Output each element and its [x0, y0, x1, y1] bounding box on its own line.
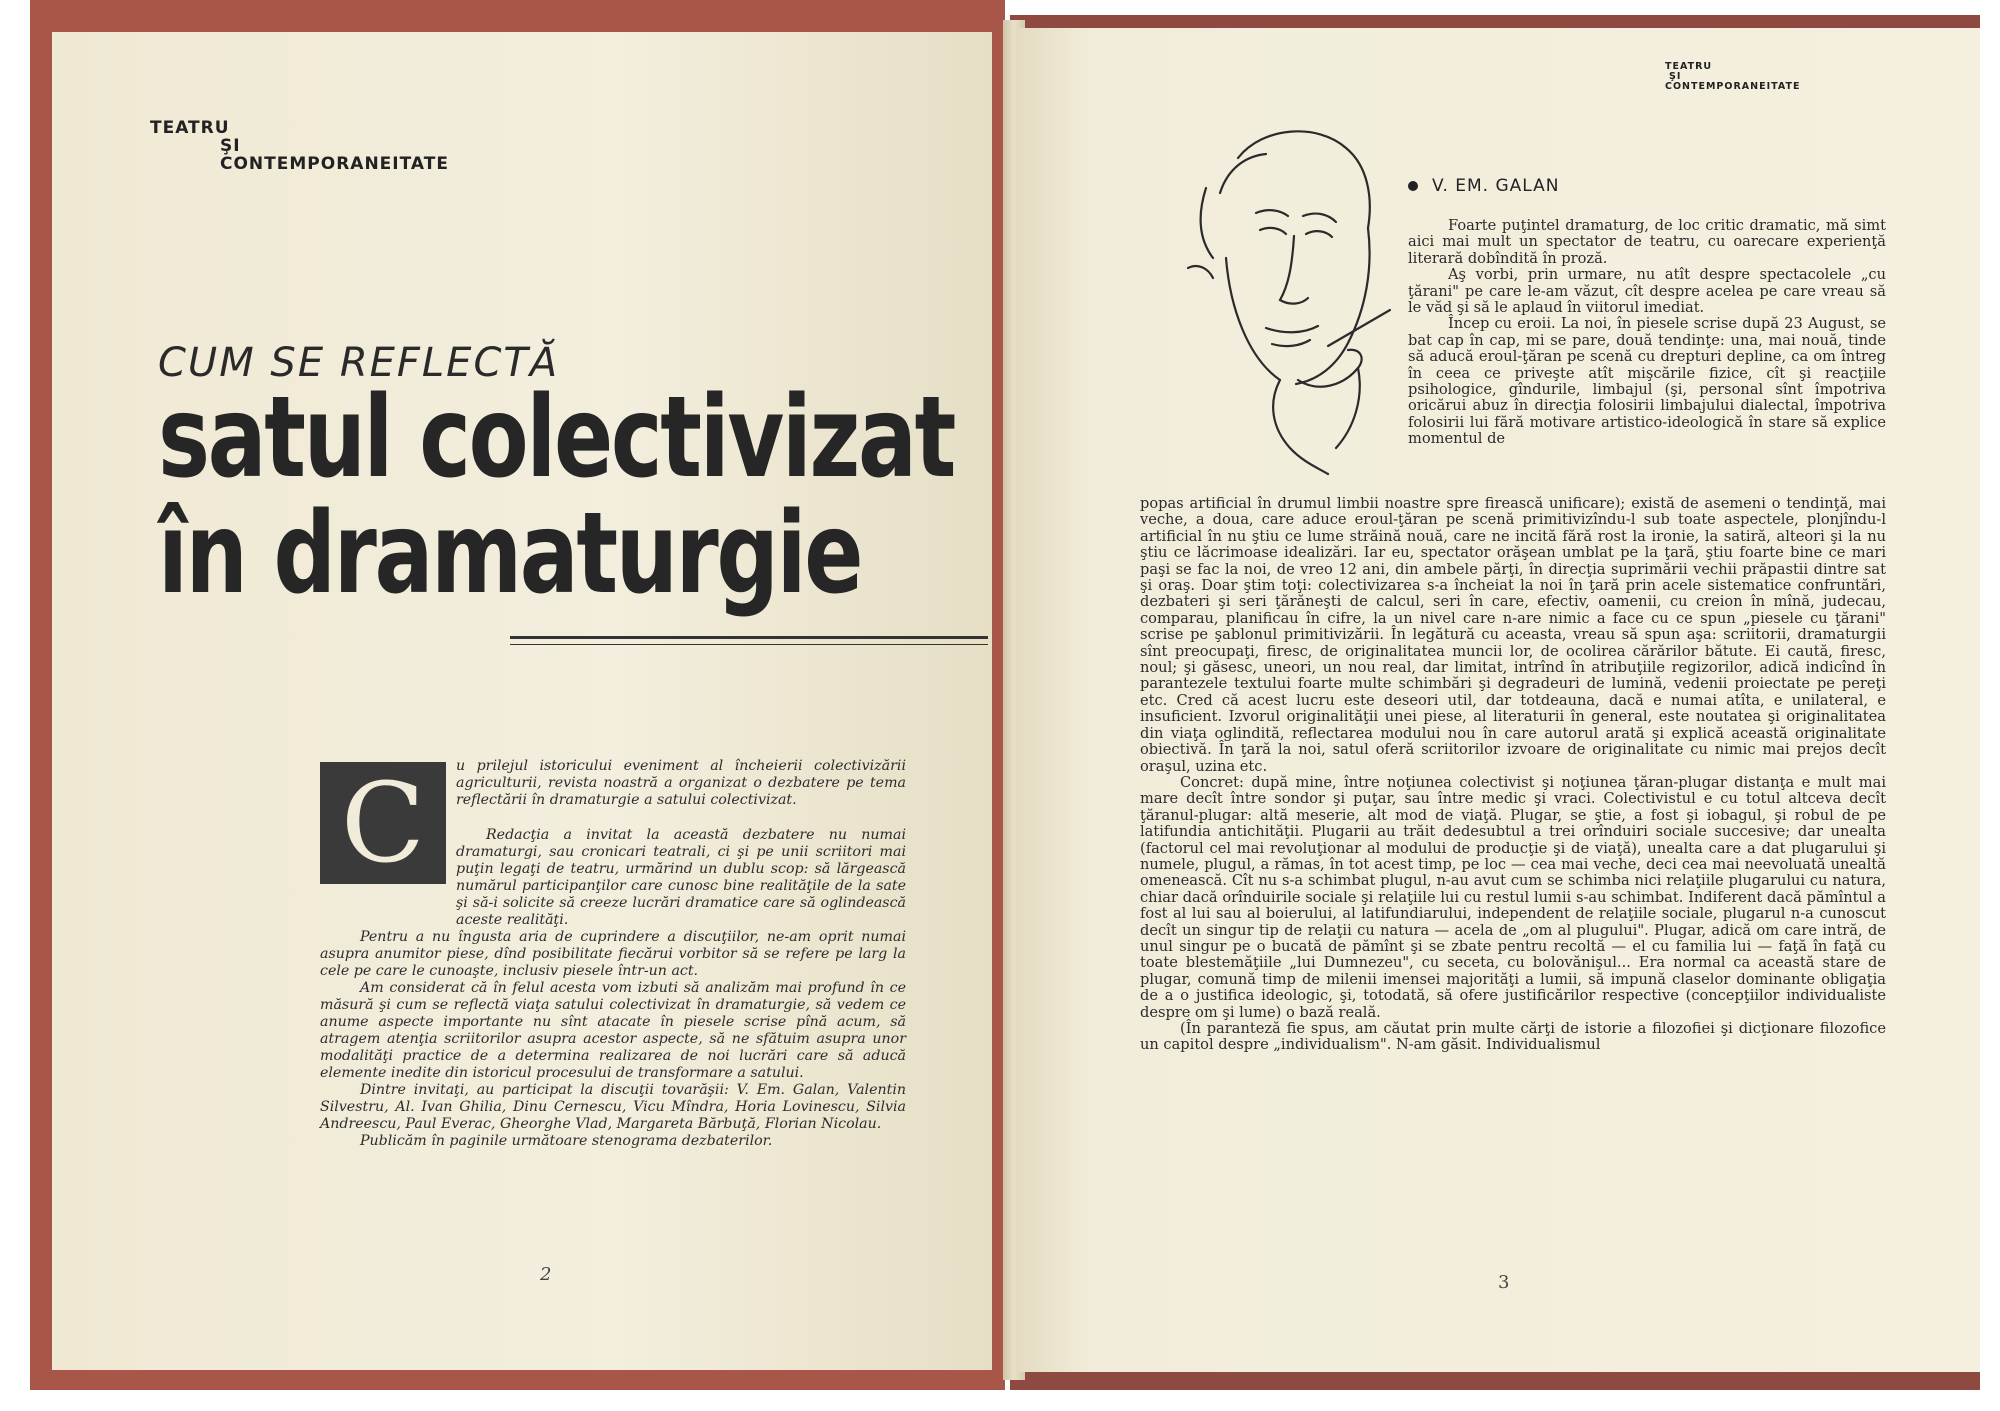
- drop-cap: C: [320, 762, 446, 884]
- left-page-number: 2: [540, 1264, 552, 1285]
- title-line-3: în dramaturgie: [158, 489, 862, 619]
- title-rule-top: [510, 636, 988, 639]
- intro-paragraph-3: Pentru a nu îngusta aria de cuprindere a discuţiilor, ne-am oprit numai asupra anumitor piese, dînd posibilitate fiecărui vorbitor să se refere pe larg la cele pe care le cunoaşte, inclusiv piesele într-un act.: [320, 929, 906, 979]
- section-word-1: TEATRU: [1665, 61, 1713, 72]
- author-name: V. EM. GALAN: [1432, 176, 1560, 196]
- article-paragraph-2: Aş vorbi, prin urmare, nu atît despre spectacolele „cu ţărani" pe care le-am văzut, cît despre acelea pe care vreau să le văd şi să le aplaud în viitorul imediat.: [1408, 266, 1886, 317]
- left-page: [52, 32, 992, 1370]
- section-word-2: ŞI: [220, 135, 241, 156]
- bullet-dot: [1408, 181, 1418, 191]
- section-word-3: CONTEMPORANEITATE: [220, 153, 449, 174]
- right-page-number: 3: [1498, 1272, 1510, 1293]
- article-paragraph-3: Încep cu eroii. La noi, în piesele scrise după 23 August, se bat cap în cap, mi se pare, două tendinţe: una, mai nouă, tinde să aducă eroul-ţăran pe scenă cu drepturi depline, ca om întreg în ceea ce priveşte atît mişcările fizice, cît şi reacţiile psihologice, gîndurile, limbajul (şi, personal sînt împotriva oricărui abuz în direcţia folosirii limbajului dialectal, împotriva folosirii lui fără motivare artistico-ideologică în stare să explice momentul de: [1408, 315, 1886, 448]
- right-section-header: [1665, 62, 1800, 92]
- author-heading: [1408, 176, 1559, 196]
- title-line-1: CUM SE REFLECTĂ: [158, 340, 560, 386]
- intro-paragraph-5: Dintre invitaţi, au participat la discuţii tovarăşii: V. Em. Galan, Valentin Silvestru, Al. Ivan Ghilia, Dinu Cernescu, Vicu Mîndra, Horia Lovinescu, Silvia Andreescu, Paul Everac, Gheorghe Vlad, Margareta Bărbuţă, Florian Nicolau.: [320, 1082, 906, 1132]
- intro-body: [320, 827, 906, 1150]
- intro-paragraph-4: Am considerat că în felul acesta vom izbuti să analizăm mai profund în ce măsură şi cum se reflectă viaţa satului colectivizat în dramaturgie, să vedem ce anume aspecte importante nu sînt atacate în piesele scrise pînă acum, să atragem atenţia scriitorilor asupra acestor aspecte, să ne sfătuim asupra unor modalităţi practice de a determina realizarea de noi lucrări care să aducă elemente inedite din istoricul procesului de transformare a satului.: [320, 980, 906, 1081]
- article-paragraph-6: (În paranteză fie spus, am căutat prin multe cărţi de istorie a filozofiei şi dicţionare filozofice un capitol despre „individualism". N-am găsit. Individualismul: [1140, 1020, 1886, 1054]
- left-section-header: [150, 120, 449, 174]
- intro-paragraph-1: u prilejul istoricului eveniment al încheierii colectivizării agriculturii, revista noastră a organizat o dezbatere pe tema reflectării în dramaturgie a satului colectivizat.: [456, 758, 906, 808]
- article-column: [1408, 218, 1886, 448]
- article-paragraph-1: Foarte puţintel dramaturg, de loc critic dramatic, mă simt aici mai mult un spectator de teatru, cu oarecare experienţă literară dobîndită în proză.: [1408, 217, 1886, 267]
- section-word-3: CONTEMPORANEITATE: [1665, 80, 1801, 92]
- section-word-2: ŞI: [1669, 70, 1682, 82]
- title-line-2: satul colectivizat: [158, 373, 955, 503]
- article-paragraph-5: Concret: după mine, între noţiunea colectivist şi noţiunea ţăran-plugar distanţa e mult mai mare decît între sondor şi puţar, sau între medic şi vraci. Colectivistul e cu totul altceva decît ţăranul-plugar: altă meserie, alt mod de viaţă. Plugar, se ştie, a fost şi iobagul, şi robul de pe latifundia antichităţii. Plugarii au trăit dedesubtul a trei orînduiri sociale succesive; dar unealta (factorul cel mai revoluţionar al modului de producţie şi de viaţă), unealta care a dat plugarului şi numele, plugul, a rămas, în tot acest timp, pe loc — cea mai veche, deci cea mai neevoluată unealtă omenească. Cît nu s-a schimbat plugul, n-au avut cum se schimba nici relaţiile plugarului cu natura, chiar dacă orînduirile sociale şi relaţiile lui cu restul lumii s-au schimbat. Indiferent dacă pămîntul a fost al lui sau al boierului, al latifundiarului, independent de relaţiile sociale, plugarul n-a cunoscut decît un singur tip de relaţii cu natura — acela de „om al plugului". Plugar, adică om care intră, de unul singur pe o bucată de pămînt şi se zbate pentru recoltă — el cu familia lui — faţă în faţă cu toate blestemăţiile „lui Dumnezeu", cu seceta, cu bolovănişul... Era normal ca această stare de plugar, comună timp de milenii imensei majorităţi a lumii, să impună claselor dominante obligaţia de a o justifica ideologic, şi, totodată, să ofere justificărilor respective (concepţiilor individualiste despre om şi lume) o bază reală.: [1140, 773, 1886, 1021]
- intro-paragraph-2: Redacţia a invitat la această dezbatere nu numai dramaturgi, sau cronicari teatrali, ci şi pe unii scriitori mai puţin legaţi de teatru, urmărind un dublu scop: să lărgească numărul participanţilor care cunosc bine realităţile de la sate şi să-i solicite să creeze lucrări dramatice care să oglindească aceste realităţi.: [456, 827, 906, 928]
- intro-paragraph-6: Publicăm în paginile următoare stenograma dezbaterilor.: [360, 1133, 773, 1149]
- author-portrait-sketch: [1168, 118, 1408, 478]
- article-paragraph-4: popas artificial în drumul limbii noastre spre firească unificare); există de asemeni o tendinţă, mai veche, a doua, care aduce eroul-ţăran pe scenă primitivizîndu-l sub toate aspectele, plonjîndu-l artificial în nu ştiu ce lume străină nouă, care ne incită fără rost la ironie, la satiră, alteori şi la nu ştiu ce lăcrimoase idealizări. Iar eu, spectator orăşean umblat pe la ţară, ştiu foarte bine ce mari paşi se fac la noi, de vreo 12 ani, din ambele părţi, în direcţia suprimării vechii prăpastii dintre sat şi oraş. Doar ştim toţi: colectivizarea s-a încheiat la noi în ţară prin acele sistematice confruntări, dezbateri şi seri ţărăneşti de calcul, seri în care, efectiv, oamenii, cu creion în mînă, judecau, comparau, planificau în cifre, la un nivel care n-are nimic a face cu ce spun „piesele cu ţărani" scrise pe şablonul primitivizării. În legătură cu aceasta, vreau să spun aşa: scriitorii, dramaturgii sînt preocupaţi, firesc, de originalitatea muncii lor, de ocolirea cărărilor bătute. Ei caută, firesc, noul; şi găsesc, uneori, un nou real, dar limitat, intrînd în atribuţiile regizorilor, adică indicînd în parantezele textului foarte multe schimbări şi degradeuri de lumină, vedenii proiectate pe pereţi etc. Cred că acest lucru este deseori util, dar totdeauna, dacă e numai atîta, e unilateral, e insuficient. Izvorul originalităţii unei piese, al literaturii în general, este noutatea şi originalitatea din viaţa oglindită, reflectarea modului nou în care autorul arată şi explică această originalitate obiectivă. În ţară la noi, satul oferă scriitorilor izvoare de originalitate cu nimic mai prejos decît oraşul, uzina etc.: [1140, 495, 1886, 775]
- section-word-1: TEATRU: [150, 118, 230, 138]
- article-full-width: [1140, 496, 1886, 1054]
- title-rule-bottom: [510, 644, 988, 645]
- intro-first-block: [456, 758, 906, 809]
